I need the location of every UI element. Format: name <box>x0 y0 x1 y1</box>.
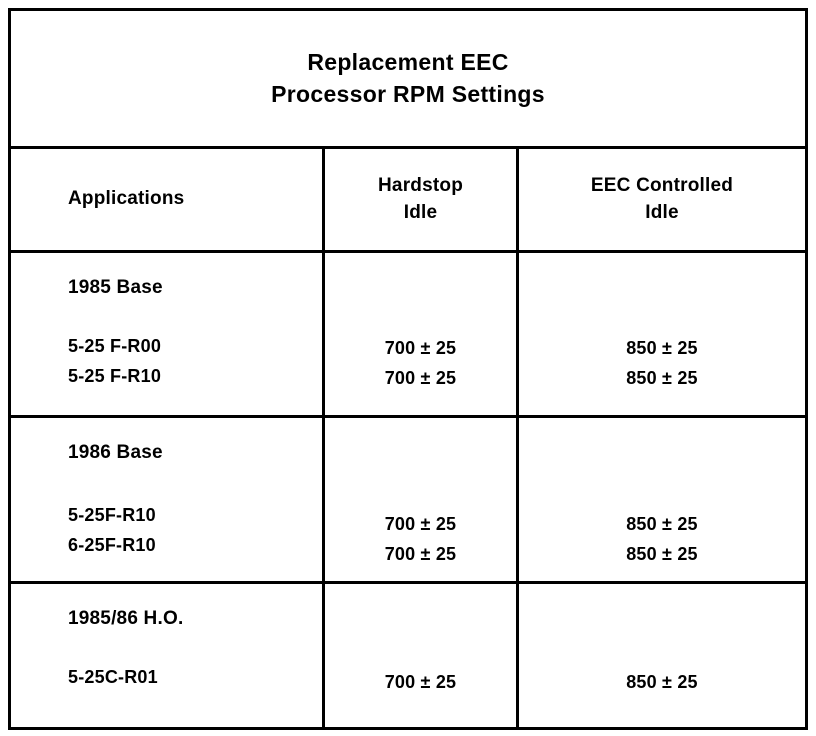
group-eec-controlled-idle-cell <box>519 253 805 415</box>
table-title <box>271 47 545 109</box>
header-label-applications: Applications <box>68 188 185 210</box>
table-row <box>11 418 805 583</box>
group-applications-cell <box>11 418 325 580</box>
value-hardstop-idle: 700 ± 25 <box>384 671 457 692</box>
table-grid <box>11 149 805 727</box>
group-eec-controlled-idle-cell <box>519 584 805 727</box>
value-eec-controlled-idle: 850 ± 25 <box>626 367 698 388</box>
group-label: 1985/86 H.O. <box>68 607 184 629</box>
group-hardstop-idle-cell <box>325 584 519 727</box>
group-application-list <box>68 331 322 391</box>
header-cell-eec-controlled-idle <box>519 149 805 250</box>
list-item: 5-25C-R01 <box>68 666 158 687</box>
group-label: 1986 Base <box>68 442 163 464</box>
header-label-eec-controlled-idle <box>591 172 733 227</box>
group-label: 1985 Base <box>68 276 163 298</box>
value-eec-controlled-idle: 850 ± 25 <box>626 544 698 565</box>
value-hardstop-idle: 700 ± 25 <box>384 544 457 565</box>
group-application-list <box>68 662 322 692</box>
value-hardstop-idle: 700 ± 25 <box>384 337 457 358</box>
value-hardstop-idle: 700 ± 25 <box>384 514 457 535</box>
table-header-row <box>11 149 805 253</box>
value-eec-controlled-idle: 850 ± 25 <box>626 514 698 535</box>
header-label-eec-line-1: EEC Controlled <box>590 174 734 196</box>
header-label-hardstop-idle <box>378 172 463 227</box>
group-hardstop-idle-cell <box>325 418 519 580</box>
list-item: 5-25 F-R10 <box>68 365 162 386</box>
value-eec-controlled-idle: 850 ± 25 <box>626 671 698 692</box>
group-application-list <box>68 500 322 560</box>
header-label-hardstop-line-2: Idle <box>403 202 438 224</box>
table-title-line-1: Replacement EEC <box>307 49 509 76</box>
rpm-settings-table <box>8 8 808 730</box>
header-cell-applications <box>11 149 325 250</box>
group-applications-cell <box>11 253 325 415</box>
list-item: 5-25 F-R00 <box>68 335 162 356</box>
list-item: 6-25F-R10 <box>68 535 156 556</box>
group-applications-cell <box>11 584 325 727</box>
value-hardstop-idle: 700 ± 25 <box>384 367 457 388</box>
table-row <box>11 584 805 727</box>
value-eec-controlled-idle: 850 ± 25 <box>626 337 698 358</box>
list-item: 5-25F-R10 <box>68 505 156 526</box>
group-hardstop-idle-cell <box>325 253 519 415</box>
group-eec-controlled-idle-cell <box>519 418 805 580</box>
header-cell-hardstop-idle <box>325 149 519 250</box>
table-title-line-2: Processor RPM Settings <box>271 80 545 107</box>
header-label-eec-line-2: Idle <box>645 202 679 224</box>
header-label-hardstop-line-1: Hardstop <box>378 174 463 196</box>
table-row <box>11 253 805 418</box>
table-title-row <box>11 11 805 149</box>
